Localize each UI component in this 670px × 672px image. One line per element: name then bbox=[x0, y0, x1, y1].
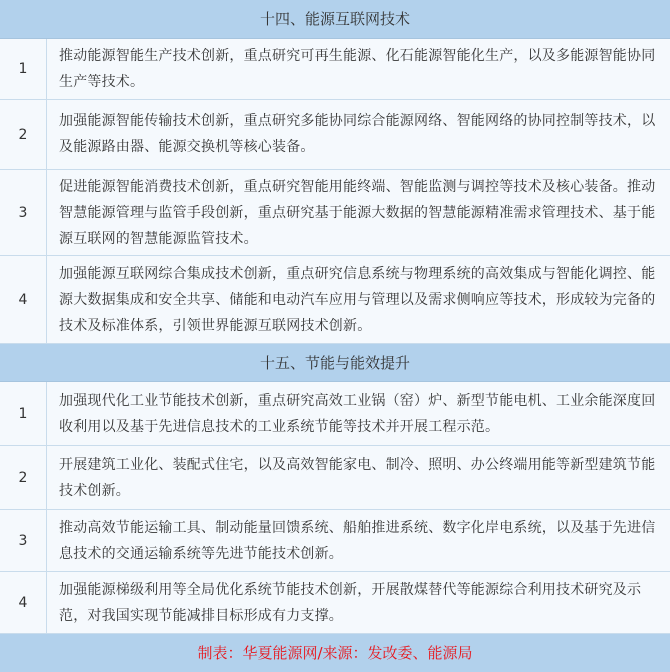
row-number: 4 bbox=[0, 256, 47, 343]
source-footer: 制表：华夏能源网/来源：发改委、能源局 bbox=[0, 634, 670, 672]
row-number: 1 bbox=[0, 382, 47, 445]
table-row bbox=[0, 382, 670, 446]
row-number: 2 bbox=[0, 100, 47, 169]
row-text: 加强能源互联网综合集成技术创新，重点研究信息系统与物理系统的高效集成与智能化调控、能源大数据集成和安全共享、储能和电动汽车应用与管理以及需求侧响应等技术，形成较为完备的技术及标准体系，引领世界能源互联网技术创新。 bbox=[59, 266, 656, 334]
section-header-energy-internet: 十四、能源互联网技术 bbox=[0, 0, 670, 39]
row-text: 加强能源梯级利用等全局优化系统节能技术创新，开展散煤替代等能源综合利用技术研究及示范，对我国实现节能减排目标形成有力支撑。 bbox=[59, 582, 642, 624]
row-text: 推动能源智能生产技术创新，重点研究可再生能源、化石能源智能化生产，以及多能源智能协同生产等技术。 bbox=[59, 48, 656, 90]
row-text: 促进能源智能消费技术创新，重点研究智能用能终端、智能监测与调控等技术及核心装备。推动智慧能源管理与监管手段创新，重点研究基于能源大数据的智慧能源精准需求管理技术、基于能源互联网的智慧能源监管技术。 bbox=[59, 179, 656, 247]
table-row bbox=[0, 572, 670, 634]
row-number: 1 bbox=[0, 39, 47, 99]
table-row bbox=[0, 510, 670, 572]
row-number: 4 bbox=[0, 572, 47, 633]
row-text: 加强现代化工业节能技术创新，重点研究高效工业锅（窑）炉、新型节能电机、工业余能深度回收利用以及基于先进信息技术的工业系统节能等技术并开展工程示范。 bbox=[59, 393, 656, 435]
section-header-energy-saving: 十五、节能与能效提升 bbox=[0, 344, 670, 382]
row-text: 开展建筑工业化、装配式住宅，以及高效智能家电、制冷、照明、办公终端用能等新型建筑节能技术创新。 bbox=[59, 457, 656, 499]
table-row bbox=[0, 256, 670, 344]
table-row bbox=[0, 446, 670, 510]
row-number: 2 bbox=[0, 446, 47, 509]
row-text: 推动高效节能运输工具、制动能量回馈系统、船舶推进系统、数字化岸电系统，以及基于先进信息技术的交通运输系统等先进节能技术创新。 bbox=[59, 520, 656, 562]
table-row bbox=[0, 170, 670, 256]
table-row bbox=[0, 39, 670, 100]
row-number: 3 bbox=[0, 170, 47, 255]
row-number: 3 bbox=[0, 510, 47, 571]
table-row bbox=[0, 100, 670, 170]
row-text: 加强能源智能传输技术创新，重点研究多能协同综合能源网络、智能网络的协同控制等技术，以及能源路由器、能源交换机等核心装备。 bbox=[59, 113, 656, 155]
